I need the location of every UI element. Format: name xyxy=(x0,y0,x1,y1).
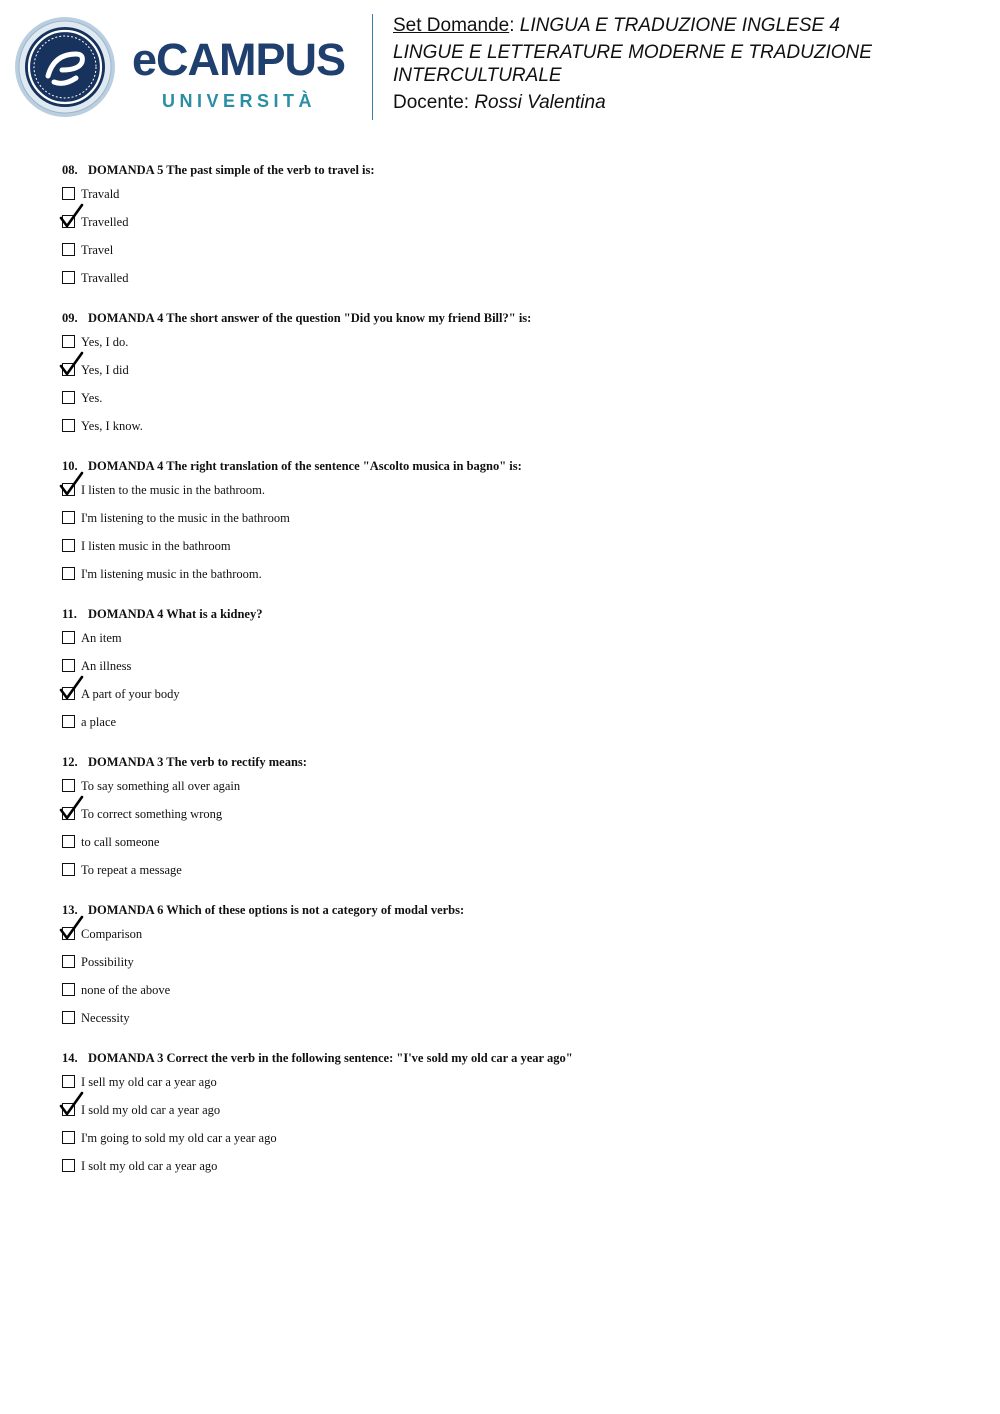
answer-option[interactable] xyxy=(62,976,962,1004)
question-block xyxy=(62,902,962,1032)
checkbox[interactable] xyxy=(62,1159,75,1172)
question-title xyxy=(62,458,962,476)
option-label: To say something all over again xyxy=(81,779,241,793)
option-label: Yes, I do. xyxy=(81,335,129,349)
checkbox[interactable] xyxy=(62,539,75,552)
question-block xyxy=(62,1050,962,1180)
option-label: To repeat a message xyxy=(81,863,182,877)
option-label: I sell my old car a year ago xyxy=(81,1075,217,1089)
checkbox[interactable] xyxy=(62,659,75,672)
option-label: I listen to the music in the bathroom. xyxy=(81,483,265,497)
answer-option[interactable] xyxy=(62,412,962,440)
answer-option[interactable] xyxy=(62,504,962,532)
checkbox[interactable] xyxy=(62,335,75,348)
option-label: Yes, I know. xyxy=(81,419,143,433)
checkbox[interactable] xyxy=(62,271,75,284)
answer-option[interactable] xyxy=(62,236,962,264)
checkbox[interactable] xyxy=(62,511,75,524)
question-text: DOMANDA 4 What is a kidney? xyxy=(88,607,263,621)
option-label: Yes. xyxy=(81,391,103,405)
option-label: Possibility xyxy=(81,955,134,969)
option-label: Travalled xyxy=(81,271,129,285)
university-seal-icon xyxy=(14,16,116,118)
question-title xyxy=(62,606,962,624)
question-title xyxy=(62,1050,962,1068)
option-label: Travald xyxy=(81,187,120,201)
answer-option[interactable] xyxy=(62,532,962,560)
teacher-line xyxy=(393,91,953,114)
checkbox[interactable] xyxy=(62,779,75,792)
teacher-name: Rossi Valentina xyxy=(474,92,606,113)
set-line: Set Domande: LINGUA E TRADUZIONE INGLESE 4 xyxy=(393,15,841,36)
question-text: DOMANDA 4 The right translation of the sentence "Ascolto musica in bagno" is: xyxy=(88,459,522,473)
answer-option[interactable] xyxy=(62,264,962,292)
question-list xyxy=(62,162,962,1198)
question-block xyxy=(62,606,962,736)
option-label: I'm listening to the music in the bathroom xyxy=(81,511,290,525)
answer-option[interactable] xyxy=(62,948,962,976)
ecampus-logo xyxy=(14,14,359,118)
question-text: DOMANDA 3 The verb to rectify means: xyxy=(88,755,307,769)
answer-option[interactable] xyxy=(62,856,962,884)
option-label: Travel xyxy=(81,243,114,257)
option-label: Necessity xyxy=(81,1011,130,1025)
question-text: DOMANDA 4 The short answer of the question "Did you know my friend Bill?" is: xyxy=(88,311,532,325)
answer-option[interactable] xyxy=(62,624,962,652)
question-block xyxy=(62,162,962,292)
header-divider xyxy=(372,14,373,120)
option-label: Comparison xyxy=(81,927,143,941)
checkbox[interactable] xyxy=(62,391,75,404)
set-label: Set Domande xyxy=(393,15,510,36)
option-label: An illness xyxy=(81,659,132,673)
option-label: An item xyxy=(81,631,122,645)
question-title xyxy=(62,902,962,920)
question-text: DOMANDA 5 The past simple of the verb to travel is: xyxy=(88,163,375,177)
checkbox[interactable] xyxy=(62,983,75,996)
answer-option[interactable] xyxy=(62,1004,962,1032)
question-block xyxy=(62,754,962,884)
question-title xyxy=(62,310,962,328)
brand-subtitle: UNIVERSITÀ xyxy=(162,91,317,111)
question-number: 11. xyxy=(62,607,77,621)
checkbox[interactable] xyxy=(62,715,75,728)
page-header xyxy=(0,0,1000,130)
option-label: I sold my old car a year ago xyxy=(81,1103,221,1117)
question-title xyxy=(62,162,962,180)
checkbox[interactable] xyxy=(62,955,75,968)
brand-name: eCAMPUS xyxy=(132,34,346,85)
option-label: I solt my old car a year ago xyxy=(81,1159,218,1173)
answer-option[interactable] xyxy=(62,772,962,800)
option-label: I listen music in the bathroom xyxy=(81,539,231,553)
answer-option[interactable] xyxy=(62,1068,962,1096)
question-text: DOMANDA 3 Correct the verb in the following sentence: "I've sold my old car a year ago" xyxy=(88,1051,573,1065)
option-label: to call someone xyxy=(81,835,160,849)
answer-option[interactable] xyxy=(62,1096,962,1124)
checkbox[interactable] xyxy=(62,243,75,256)
option-label: A part of your body xyxy=(81,687,180,701)
checkbox[interactable] xyxy=(62,187,75,200)
answer-option[interactable] xyxy=(62,328,962,356)
set-title: LINGUA E TRADUZIONE INGLESE 4 xyxy=(519,15,841,36)
question-block xyxy=(62,310,962,440)
checkbox[interactable] xyxy=(62,1131,75,1144)
question-number: 12. xyxy=(62,755,78,769)
option-label: a place xyxy=(81,715,117,729)
option-label: To correct something wrong xyxy=(81,807,223,821)
answer-option[interactable] xyxy=(62,356,962,384)
checkbox[interactable] xyxy=(62,419,75,432)
answer-option[interactable] xyxy=(62,652,962,680)
question-number: 09. xyxy=(62,311,78,325)
question-block xyxy=(62,458,962,588)
option-label: I'm listening music in the bathroom. xyxy=(81,567,262,581)
question-text: DOMANDA 6 Which of these options is not a category of modal verbs: xyxy=(88,903,465,917)
option-label: Yes, I did xyxy=(81,363,129,377)
option-label: I'm going to sold my old car a year ago xyxy=(81,1131,277,1145)
answer-option[interactable] xyxy=(62,680,962,708)
course-line-2: INTERCULTURALE xyxy=(393,65,562,86)
answer-option[interactable] xyxy=(62,476,962,504)
question-number: 10. xyxy=(62,459,78,473)
checkbox[interactable] xyxy=(62,863,75,876)
checkbox[interactable] xyxy=(62,567,75,580)
question-number: 13. xyxy=(62,903,78,917)
teacher-label: Docente: xyxy=(393,92,470,113)
checkbox[interactable] xyxy=(62,835,75,848)
checkbox[interactable] xyxy=(62,631,75,644)
option-label: Travelled xyxy=(81,215,129,229)
checkbox[interactable] xyxy=(62,1075,75,1088)
answer-option[interactable] xyxy=(62,208,962,236)
answer-option[interactable] xyxy=(62,920,962,948)
answer-option[interactable] xyxy=(62,828,962,856)
question-title xyxy=(62,754,962,772)
header-info xyxy=(393,14,953,114)
question-number: 08. xyxy=(62,163,78,177)
question-number: 14. xyxy=(62,1051,78,1065)
checkbox[interactable] xyxy=(62,1011,75,1024)
answer-option[interactable] xyxy=(62,1152,962,1180)
answer-option[interactable] xyxy=(62,708,962,736)
answer-option[interactable] xyxy=(62,800,962,828)
answer-option[interactable] xyxy=(62,560,962,588)
answer-option[interactable] xyxy=(62,384,962,412)
answer-option[interactable] xyxy=(62,1124,962,1152)
option-label: none of the above xyxy=(81,983,171,997)
answer-option[interactable] xyxy=(62,180,962,208)
course-line-1: LINGUE E LETTERATURE MODERNE E TRADUZIONE xyxy=(393,42,872,63)
